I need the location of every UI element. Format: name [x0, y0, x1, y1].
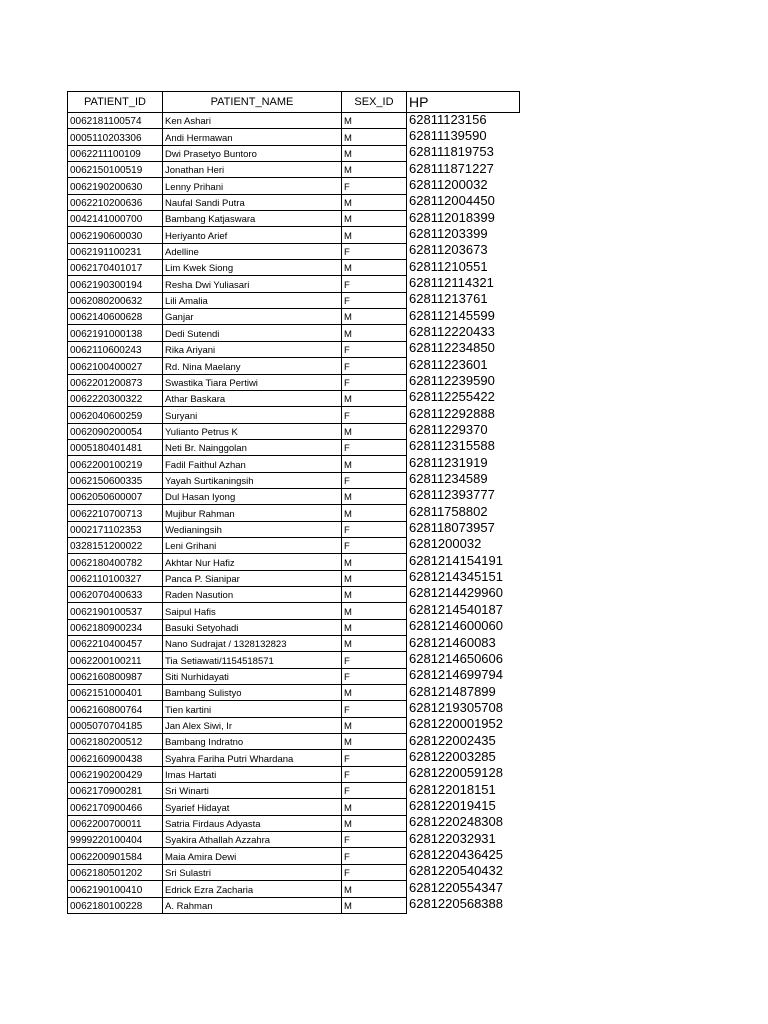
- header-patient-id[interactable]: PATIENT_ID: [68, 92, 163, 113]
- hp-cell[interactable]: 62811210551: [407, 260, 520, 276]
- patient-id-cell[interactable]: 0062190600030: [68, 227, 163, 243]
- sex-id-cell[interactable]: F: [342, 292, 407, 308]
- table-row: [68, 586, 520, 602]
- patient-id-cell[interactable]: 0062190200630: [68, 178, 163, 194]
- hp-cell[interactable]: 62811123156: [407, 113, 520, 129]
- table-row: [68, 815, 520, 831]
- table-row: [68, 243, 520, 259]
- patient-name-cell[interactable]: Basuki Setyohadi: [163, 619, 342, 635]
- patient-name-cell[interactable]: Sri Winarti: [163, 783, 342, 799]
- patient-id-cell[interactable]: 0062180100228: [68, 897, 163, 913]
- sex-id-cell[interactable]: M: [342, 554, 407, 570]
- table-row: [68, 799, 520, 815]
- patient-id-cell[interactable]: 0062090200054: [68, 423, 163, 439]
- patient-table: [67, 91, 520, 914]
- table-row: [68, 619, 520, 635]
- sex-id-cell[interactable]: M: [342, 211, 407, 227]
- table-row: [68, 668, 520, 684]
- patient-id-cell[interactable]: 0062170900281: [68, 783, 163, 799]
- sex-id-cell[interactable]: F: [342, 701, 407, 717]
- patient-name-cell[interactable]: Jan Alex Siwi, Ir: [163, 717, 342, 733]
- hp-cell[interactable]: 628112018399: [407, 211, 520, 227]
- table-row: [68, 603, 520, 619]
- hp-cell[interactable]: 6281220568388: [407, 897, 520, 913]
- sex-id-cell[interactable]: M: [342, 162, 407, 178]
- patient-name-cell[interactable]: Bambang Katjaswara: [163, 211, 342, 227]
- sex-id-cell[interactable]: F: [342, 783, 407, 799]
- header-patient-name[interactable]: PATIENT_NAME: [163, 92, 342, 113]
- table-row: [68, 848, 520, 864]
- patient-name-cell[interactable]: Siti Nurhidayati: [163, 668, 342, 684]
- table-row: [68, 292, 520, 308]
- patient-name-cell[interactable]: Lili Amalia: [163, 292, 342, 308]
- sex-id-cell[interactable]: M: [342, 897, 407, 913]
- sex-id-cell[interactable]: M: [342, 309, 407, 325]
- hp-cell[interactable]: 6281220540432: [407, 864, 520, 880]
- patient-name-cell[interactable]: Yulianto Petrus K: [163, 423, 342, 439]
- sex-id-cell[interactable]: M: [342, 145, 407, 161]
- patient-name-cell[interactable]: Andi Hermawan: [163, 129, 342, 145]
- header-row: [68, 92, 520, 113]
- patient-id-cell[interactable]: 0062160900438: [68, 750, 163, 766]
- hp-cell[interactable]: 628112239590: [407, 374, 520, 390]
- patient-id-cell[interactable]: 9999220100404: [68, 832, 163, 848]
- patient-id-cell[interactable]: 0062210200636: [68, 194, 163, 210]
- patient-name-cell[interactable]: Syarief Hidayat: [163, 799, 342, 815]
- patient-name-cell[interactable]: Heriyanto Arief: [163, 227, 342, 243]
- patient-id-cell[interactable]: 0062040600259: [68, 407, 163, 423]
- sex-id-cell[interactable]: M: [342, 227, 407, 243]
- hp-cell[interactable]: 628112292888: [407, 407, 520, 423]
- sex-id-cell[interactable]: F: [342, 407, 407, 423]
- patient-name-cell[interactable]: Nano Sudrajat / 1328132823: [163, 636, 342, 652]
- sex-id-cell[interactable]: M: [342, 799, 407, 815]
- sex-id-cell[interactable]: M: [342, 685, 407, 701]
- patient-id-cell[interactable]: 0042141000700: [68, 211, 163, 227]
- patient-name-cell[interactable]: Leni Grihani: [163, 537, 342, 553]
- hp-cell[interactable]: 6281220436425: [407, 848, 520, 864]
- patient-id-cell[interactable]: 0062200100219: [68, 456, 163, 472]
- patient-id-cell[interactable]: 0062190100410: [68, 881, 163, 897]
- patient-name-cell[interactable]: Dedi Sutendi: [163, 325, 342, 341]
- table-row: [68, 505, 520, 521]
- header-hp[interactable]: HP: [407, 92, 520, 113]
- sex-id-cell[interactable]: F: [342, 358, 407, 374]
- patient-name-cell[interactable]: Jonathan Heri: [163, 162, 342, 178]
- table-row: [68, 897, 520, 913]
- patient-id-cell[interactable]: 0062110100327: [68, 570, 163, 586]
- hp-cell[interactable]: 6281214699794: [407, 668, 520, 684]
- hp-cell[interactable]: 62811213761: [407, 292, 520, 308]
- sex-id-cell[interactable]: F: [342, 537, 407, 553]
- patient-name-cell[interactable]: Lenny Prihani: [163, 178, 342, 194]
- patient-name-cell[interactable]: Rd. Nina Maelany: [163, 358, 342, 374]
- patient-name-cell[interactable]: Ken Ashari: [163, 113, 342, 129]
- patient-id-cell[interactable]: 0005070704185: [68, 717, 163, 733]
- sex-id-cell[interactable]: M: [342, 815, 407, 831]
- sex-id-cell[interactable]: M: [342, 619, 407, 635]
- patient-id-cell[interactable]: 0062220300322: [68, 390, 163, 406]
- hp-cell[interactable]: 6281214154191: [407, 554, 520, 570]
- hp-cell[interactable]: 628122019415: [407, 799, 520, 815]
- hp-cell[interactable]: 628112114321: [407, 276, 520, 292]
- sex-id-cell[interactable]: F: [342, 668, 407, 684]
- hp-cell[interactable]: 6281214540187: [407, 603, 520, 619]
- sex-id-cell[interactable]: F: [342, 864, 407, 880]
- table-row: [68, 750, 520, 766]
- table-row: [68, 178, 520, 194]
- patient-name-cell[interactable]: Bambang Sulistyo: [163, 685, 342, 701]
- table-row: [68, 129, 520, 145]
- table-row: [68, 472, 520, 488]
- patient-id-cell[interactable]: 0062201200873: [68, 374, 163, 390]
- patient-name-cell[interactable]: Naufal Sandi Putra: [163, 194, 342, 210]
- hp-cell[interactable]: 6281200032: [407, 537, 520, 553]
- patient-id-cell[interactable]: 0062151000401: [68, 685, 163, 701]
- patient-name-cell[interactable]: Resha Dwi Yuliasari: [163, 276, 342, 292]
- hp-cell[interactable]: 628122003285: [407, 750, 520, 766]
- patient-name-cell[interactable]: Ganjar: [163, 309, 342, 325]
- sex-id-cell[interactable]: M: [342, 881, 407, 897]
- hp-cell[interactable]: 628112220433: [407, 325, 520, 341]
- patient-id-cell[interactable]: 0062100400027: [68, 358, 163, 374]
- hp-cell[interactable]: 6281214650606: [407, 652, 520, 668]
- table-row: [68, 439, 520, 455]
- patient-id-cell[interactable]: 0062080200632: [68, 292, 163, 308]
- patient-id-cell[interactable]: 0062180400782: [68, 554, 163, 570]
- hp-cell[interactable]: 628122032931: [407, 832, 520, 848]
- table-row: [68, 456, 520, 472]
- patient-id-cell[interactable]: 0062210400457: [68, 636, 163, 652]
- patient-name-cell[interactable]: Saipul Hafis: [163, 603, 342, 619]
- patient-name-cell[interactable]: Bambang Indratno: [163, 734, 342, 750]
- patient-id-cell[interactable]: 0062160800764: [68, 701, 163, 717]
- hp-cell[interactable]: 6281219305708: [407, 701, 520, 717]
- table-row: [68, 864, 520, 880]
- sex-id-cell[interactable]: M: [342, 603, 407, 619]
- table-row: [68, 783, 520, 799]
- table-row: [68, 570, 520, 586]
- table-row: [68, 325, 520, 341]
- hp-cell[interactable]: 62811200032: [407, 178, 520, 194]
- sex-id-cell[interactable]: M: [342, 325, 407, 341]
- hp-cell[interactable]: 62811229370: [407, 423, 520, 439]
- patient-id-cell[interactable]: 0062170401017: [68, 260, 163, 276]
- hp-cell[interactable]: 628121460083: [407, 636, 520, 652]
- sex-id-cell[interactable]: M: [342, 390, 407, 406]
- patient-name-cell[interactable]: Satria Firdaus Adyasta: [163, 815, 342, 831]
- table-row: [68, 358, 520, 374]
- table-row: [68, 211, 520, 227]
- sex-id-cell[interactable]: M: [342, 505, 407, 521]
- sex-id-cell[interactable]: M: [342, 129, 407, 145]
- patient-name-cell[interactable]: Dwi Prasetyo Buntoro: [163, 145, 342, 161]
- table-row: [68, 113, 520, 129]
- table-row: [68, 341, 520, 357]
- hp-cell[interactable]: 62811758802: [407, 505, 520, 521]
- sex-id-cell[interactable]: M: [342, 488, 407, 504]
- hp-cell[interactable]: 628112234850: [407, 341, 520, 357]
- table-row: [68, 374, 520, 390]
- sex-id-cell[interactable]: M: [342, 113, 407, 129]
- sex-id-cell[interactable]: F: [342, 439, 407, 455]
- patient-id-cell[interactable]: 0062190100537: [68, 603, 163, 619]
- hp-cell[interactable]: 6281214429960: [407, 586, 520, 602]
- hp-cell[interactable]: 62811203399: [407, 227, 520, 243]
- table-row: [68, 194, 520, 210]
- sex-id-cell[interactable]: F: [342, 341, 407, 357]
- patient-id-cell[interactable]: 0062180900234: [68, 619, 163, 635]
- patient-name-cell[interactable]: Edrick Ezra Zacharia: [163, 881, 342, 897]
- patient-id-cell[interactable]: 0062181100574: [68, 113, 163, 129]
- hp-cell[interactable]: 62811203673: [407, 243, 520, 259]
- patient-id-cell[interactable]: 0328151200022: [68, 537, 163, 553]
- patient-name-cell[interactable]: Panca P. Sianipar: [163, 570, 342, 586]
- sex-id-cell[interactable]: F: [342, 766, 407, 782]
- patient-name-cell[interactable]: Sri Sulastri: [163, 864, 342, 880]
- patient-id-cell[interactable]: 0062170900466: [68, 799, 163, 815]
- hp-cell[interactable]: 62811231919: [407, 456, 520, 472]
- sex-id-cell[interactable]: F: [342, 276, 407, 292]
- patient-name-cell[interactable]: A. Rahman: [163, 897, 342, 913]
- table-row: [68, 488, 520, 504]
- hp-cell[interactable]: 628122002435: [407, 734, 520, 750]
- patient-id-cell[interactable]: 0062150600335: [68, 472, 163, 488]
- patient-id-cell[interactable]: 0005180401481: [68, 439, 163, 455]
- table-row: [68, 162, 520, 178]
- patient-name-cell[interactable]: Neti Br. Nainggolan: [163, 439, 342, 455]
- patient-name-cell[interactable]: Wedianingsih: [163, 521, 342, 537]
- table-row: [68, 881, 520, 897]
- sex-id-cell[interactable]: M: [342, 734, 407, 750]
- patient-id-cell[interactable]: 0002171102353: [68, 521, 163, 537]
- patient-id-cell[interactable]: 0062190200429: [68, 766, 163, 782]
- sex-id-cell[interactable]: M: [342, 636, 407, 652]
- patient-name-cell[interactable]: Suryani: [163, 407, 342, 423]
- sex-id-cell[interactable]: M: [342, 570, 407, 586]
- sex-id-cell[interactable]: M: [342, 456, 407, 472]
- sex-id-cell[interactable]: M: [342, 260, 407, 276]
- hp-cell[interactable]: 628112004450: [407, 194, 520, 210]
- sex-id-cell[interactable]: F: [342, 848, 407, 864]
- sex-id-cell[interactable]: F: [342, 652, 407, 668]
- patient-name-cell[interactable]: Adelline: [163, 243, 342, 259]
- sex-id-cell[interactable]: M: [342, 586, 407, 602]
- table-row: [68, 685, 520, 701]
- sex-id-cell[interactable]: M: [342, 194, 407, 210]
- hp-cell[interactable]: 62811234589: [407, 472, 520, 488]
- table-body: [68, 113, 520, 914]
- hp-cell[interactable]: 6281220554347: [407, 881, 520, 897]
- patient-name-cell[interactable]: Athar Baskara: [163, 390, 342, 406]
- table-row: [68, 652, 520, 668]
- hp-cell[interactable]: 628111819753: [407, 145, 520, 161]
- patient-name-cell[interactable]: Swastika Tiara Pertiwi: [163, 374, 342, 390]
- hp-cell[interactable]: 6281220059128: [407, 766, 520, 782]
- table-row: [68, 701, 520, 717]
- patient-id-cell[interactable]: 0062180501202: [68, 864, 163, 880]
- table-row: [68, 423, 520, 439]
- table-row: [68, 145, 520, 161]
- patient-id-cell[interactable]: 0062070400633: [68, 586, 163, 602]
- hp-cell[interactable]: 6281214600060: [407, 619, 520, 635]
- patient-name-cell[interactable]: Tien kartini: [163, 701, 342, 717]
- patient-id-cell[interactable]: 0062200100211: [68, 652, 163, 668]
- patient-id-cell[interactable]: 0062160800987: [68, 668, 163, 684]
- patient-id-cell[interactable]: 0062191100231: [68, 243, 163, 259]
- patient-name-cell[interactable]: Akhtar Nur Hafiz: [163, 554, 342, 570]
- hp-cell[interactable]: 6281220001952: [407, 717, 520, 733]
- patient-name-cell[interactable]: Rika Ariyani: [163, 341, 342, 357]
- patient-id-cell[interactable]: 0062200700011: [68, 815, 163, 831]
- table-row: [68, 832, 520, 848]
- table-row: [68, 766, 520, 782]
- table-row: [68, 554, 520, 570]
- patient-name-cell[interactable]: Fadil Faithul Azhan: [163, 456, 342, 472]
- table-row: [68, 390, 520, 406]
- patient-name-cell[interactable]: Raden Nasution: [163, 586, 342, 602]
- table-row: [68, 276, 520, 292]
- patient-name-cell[interactable]: Yayah Surtikaningsih: [163, 472, 342, 488]
- patient-id-cell[interactable]: 0062180200512: [68, 734, 163, 750]
- table-row: [68, 537, 520, 553]
- patient-id-cell[interactable]: 0062050600007: [68, 488, 163, 504]
- patient-name-cell[interactable]: Mujibur Rahman: [163, 505, 342, 521]
- patient-id-cell[interactable]: 0062110600243: [68, 341, 163, 357]
- patient-name-cell[interactable]: Dul Hasan Iyong: [163, 488, 342, 504]
- hp-cell[interactable]: 628112255422: [407, 390, 520, 406]
- sex-id-cell[interactable]: F: [342, 472, 407, 488]
- table-row: [68, 260, 520, 276]
- patient-name-cell[interactable]: Imas Hartati: [163, 766, 342, 782]
- sex-id-cell[interactable]: F: [342, 374, 407, 390]
- hp-cell[interactable]: 628121487899: [407, 685, 520, 701]
- table-row: [68, 407, 520, 423]
- hp-cell[interactable]: 628122018151: [407, 783, 520, 799]
- hp-cell[interactable]: 628112315588: [407, 439, 520, 455]
- hp-cell[interactable]: 62811223601: [407, 358, 520, 374]
- header-sex-id[interactable]: SEX_ID: [342, 92, 407, 113]
- patient-name-cell[interactable]: Lim Kwek Siong: [163, 260, 342, 276]
- patient-name-cell[interactable]: Tia Setiawati/1154518571: [163, 652, 342, 668]
- sex-id-cell[interactable]: F: [342, 178, 407, 194]
- sex-id-cell[interactable]: F: [342, 832, 407, 848]
- table-row: [68, 521, 520, 537]
- patient-id-cell[interactable]: 0062200901584: [68, 848, 163, 864]
- hp-cell[interactable]: 628118073957: [407, 521, 520, 537]
- patient-id-cell[interactable]: 0062190300194: [68, 276, 163, 292]
- patient-name-cell[interactable]: Maia Amira Dewi: [163, 848, 342, 864]
- sex-id-cell[interactable]: F: [342, 243, 407, 259]
- patient-name-cell[interactable]: Syahra Fariha Putri Whardana: [163, 750, 342, 766]
- hp-cell[interactable]: 6281214345151: [407, 570, 520, 586]
- patient-id-cell[interactable]: 0062150100519: [68, 162, 163, 178]
- sex-id-cell[interactable]: F: [342, 750, 407, 766]
- table-row: [68, 227, 520, 243]
- table-row: [68, 636, 520, 652]
- patient-id-cell[interactable]: 0005110203306: [68, 129, 163, 145]
- table-row: [68, 309, 520, 325]
- patient-id-cell[interactable]: 0062140600628: [68, 309, 163, 325]
- sex-id-cell[interactable]: F: [342, 521, 407, 537]
- hp-cell[interactable]: 6281220248308: [407, 815, 520, 831]
- hp-cell[interactable]: 628112393777: [407, 488, 520, 504]
- hp-cell[interactable]: 62811139590: [407, 129, 520, 145]
- sex-id-cell[interactable]: M: [342, 423, 407, 439]
- table-row: [68, 734, 520, 750]
- patient-id-cell[interactable]: 0062210700713: [68, 505, 163, 521]
- patient-id-cell[interactable]: 0062191000138: [68, 325, 163, 341]
- patient-name-cell[interactable]: Syakira Athallah Azzahra: [163, 832, 342, 848]
- table-row: [68, 717, 520, 733]
- sex-id-cell[interactable]: M: [342, 717, 407, 733]
- patient-id-cell[interactable]: 0062211100109: [68, 145, 163, 161]
- hp-cell[interactable]: 628111871227: [407, 162, 520, 178]
- hp-cell[interactable]: 628112145599: [407, 309, 520, 325]
